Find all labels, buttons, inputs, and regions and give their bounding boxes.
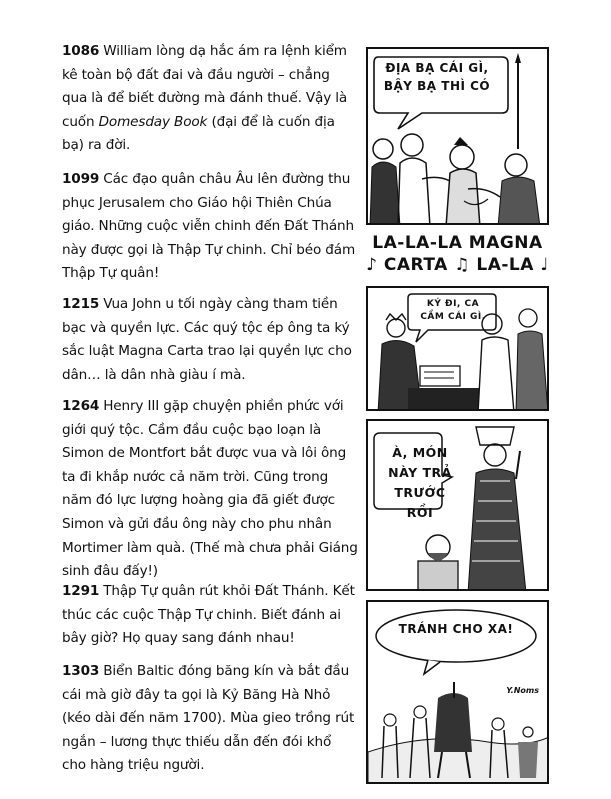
speech-line: À, MÓN bbox=[392, 445, 448, 460]
speech-line: ĐỊA BẠ CÁI GÌ, bbox=[385, 61, 489, 75]
entry-year: 1291 bbox=[62, 583, 100, 599]
entry-1303 bbox=[62, 660, 358, 778]
entry-1099 bbox=[62, 168, 358, 286]
caption-line: LA-LA-LA MAGNA bbox=[372, 233, 543, 253]
caption-word: LA-LA bbox=[476, 255, 534, 275]
entry-text-end: (đại để là cuốn địa bạ) ra đời. bbox=[62, 113, 335, 154]
cartoon-panel-crusaders bbox=[366, 600, 549, 784]
speech-bubble-sign bbox=[412, 298, 494, 324]
speech-line: KÝ ĐI, CA bbox=[426, 299, 480, 309]
entry-1291 bbox=[62, 580, 358, 651]
entry-1215 bbox=[62, 293, 358, 387]
speech-line: BẬY BẠ THÌ CÓ bbox=[383, 79, 491, 93]
speech-bubble-domesday bbox=[382, 59, 492, 95]
speech-line: NÀY TRẢ bbox=[388, 465, 452, 480]
entry-text: Biển Baltic đóng băng kín và bắt đầu cái mà giờ đây ta gọi là Kỷ Băng Hà Nhỏ (kéo dài đến năm 1700). Mùa gieo trồng rút ngắn – lương thực thiếu dẫn đến đói khổ cho hàng triệu người. bbox=[62, 663, 355, 774]
speech-bubble-simon bbox=[382, 443, 458, 523]
caption-word: CARTA bbox=[383, 255, 448, 275]
artist-signature: Y.Noms bbox=[506, 686, 539, 695]
entry-text: Các đạo quân châu Âu lên đường thu phục Jerusalem cho Giáo hội Thiên Chúa giáo. Những cuộc viễn chinh đến Đất Thánh này được gọi là Thập Tự chinh. Chỉ béo đám Thập Tự quân! bbox=[62, 171, 356, 282]
caption-line-2 bbox=[366, 254, 549, 276]
cartoon-panel-simon bbox=[366, 419, 549, 591]
cartoon-panel-magna-carta bbox=[366, 286, 549, 411]
entry-text: Henry III gặp chuyện phiền phức với giới quý tộc. Cầm đầu cuộc bạo loạn là Simon de Montfort bắt được vua và lôi ông ta đi khắp nước cả năm trời. Cũng trong năm đó lực lượng hoàng gia đã giết được Simon và gửi đầu ông này cho phu nhân Mortimer làm quà. (Thế mà chưa phải Giáng sinh đâu đấy!) bbox=[62, 398, 358, 580]
music-note-icon: ♩ bbox=[540, 255, 549, 275]
speech-bubble-retreat bbox=[386, 620, 526, 638]
entry-year: 1086 bbox=[62, 43, 100, 59]
entry-1264 bbox=[62, 395, 358, 584]
magna-carta-caption bbox=[366, 232, 549, 284]
music-note-icon: ♫ bbox=[454, 255, 470, 275]
speech-line: TRÁNH CHO XA! bbox=[398, 622, 514, 636]
music-note-icon: ♪ bbox=[366, 255, 378, 275]
book-title: Domesday Book bbox=[98, 113, 208, 130]
entry-1086 bbox=[62, 40, 358, 158]
entry-year: 1264 bbox=[62, 398, 100, 414]
cartoon-panel-domesday bbox=[366, 47, 549, 225]
entry-text: Vua John u tối ngày càng tham tiền bạc và quyền lực. Các quý tộc ép ông ta ký sắc luật Magna Carta trao lại quyền lực cho dân… là dân nhà giàu í mà. bbox=[62, 296, 352, 383]
entry-year: 1099 bbox=[62, 171, 100, 187]
entry-text: William lòng dạ hắc ám ra lệnh kiểm kê toàn bộ đất đai và đầu người – chẳng qua là để biết đường mà đánh thuế. Vậy là cuốn bbox=[62, 43, 348, 130]
entry-year: 1303 bbox=[62, 663, 100, 679]
entry-year: 1215 bbox=[62, 296, 100, 312]
speech-line: TRƯỚC RỒI bbox=[394, 485, 446, 520]
speech-line: CẦM CÁI GÌ. bbox=[420, 312, 486, 322]
entry-text: Thập Tự quân rút khỏi Đất Thánh. Kết thúc các cuộc Thập Tự chinh. Biết đánh ai bây giờ? Họ quay sang đánh nhau! bbox=[62, 583, 355, 647]
